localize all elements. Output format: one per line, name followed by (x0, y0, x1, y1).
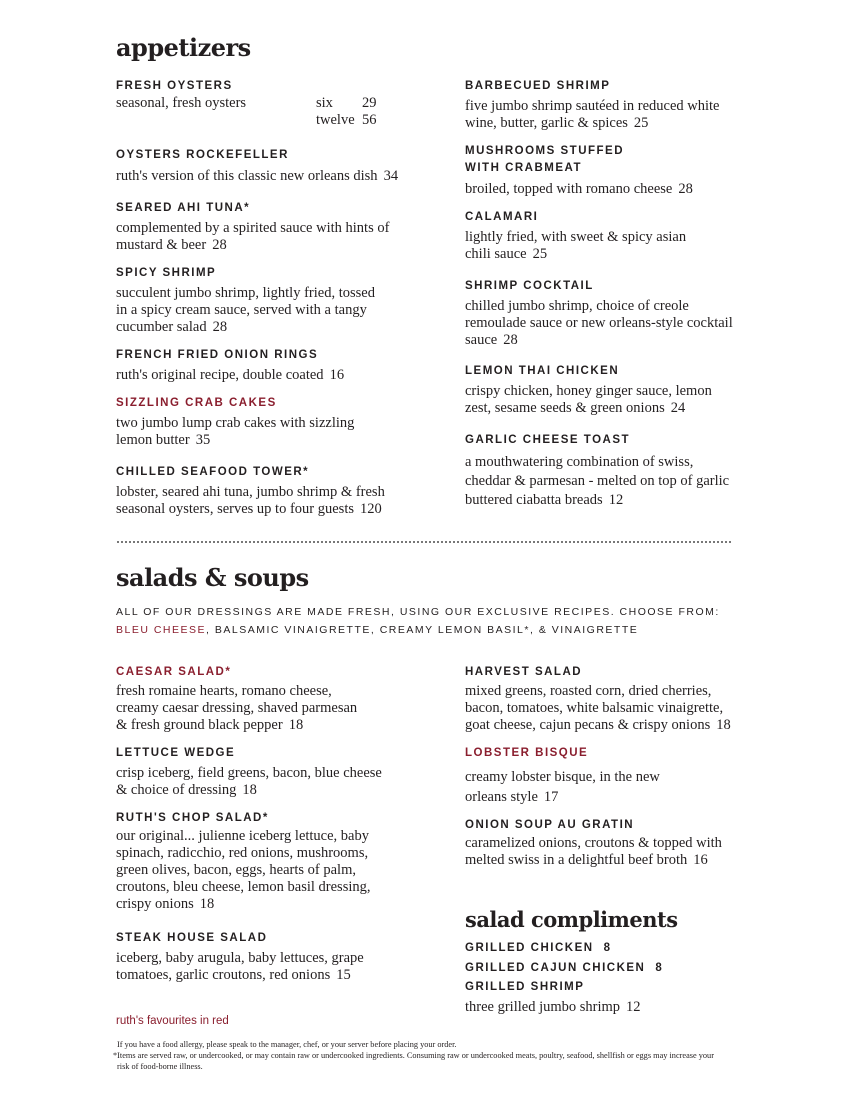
item-name: STEAK HOUSE SALAD (116, 932, 268, 944)
item-price: 28 (678, 181, 693, 197)
menu-item-garlic-cheese-toast: GARLIC CHEESE TOAST a mouthwatering combination of swiss, cheddar & parmesan - melted on top of garlic buttered ciabatta breads 12 (465, 432, 745, 510)
item-name: MUSHROOMS STUFFED (465, 145, 625, 157)
item-price: 16 (693, 852, 708, 868)
dressings-note: ALL OF OUR DRESSINGS ARE MADE FRESH, USING OUR EXCLUSIVE RECIPES. CHOOSE FROM: BLEU CHEESE, BALSAMIC VINAIGRETTE, CREAMY LEMON BASIL*, & VINAIGRETTE (116, 606, 720, 636)
size-price: 56 (362, 112, 377, 128)
item-price: 12 (626, 998, 641, 1015)
item-price: 28 (212, 319, 228, 335)
item-price: 28 (212, 237, 227, 253)
item-name: BARBECUED SHRIMP (465, 80, 611, 92)
item-price: 24 (670, 400, 686, 416)
menu-item-fresh-oysters (116, 78, 416, 129)
item-name: LETTUCE WEDGE (116, 747, 236, 759)
item-price: 12 (608, 492, 624, 508)
item-description: three grilled jumbo shrimp (465, 998, 621, 1015)
item-price: 25 (633, 115, 649, 131)
item-name: FRESH OYSTERS (116, 80, 233, 92)
salads-heading: salads & soups (116, 563, 309, 592)
menu-item-seafood-tower: CHILLED SEAFOOD TOWER* lobster, seared ahi tuna, jumbo shrimp & fresh seasonal oysters, serves up to four guests 120 (116, 464, 416, 518)
menu-item-spicy-shrimp: SPICY SHRIMP succulent jumbo shrimp, lightly fried, tossed in a spicy cream sauce, served with a tangy cucumber salad 28 (116, 265, 416, 336)
item-price: 15 (336, 967, 351, 983)
item-name: RUTH'S CHOP SALAD* (116, 812, 269, 824)
item-name: SEARED AHI TUNA* (116, 202, 251, 214)
item-price: 28 (503, 332, 518, 348)
item-name: FRENCH FRIED ONION RINGS (116, 349, 319, 361)
item-price: 120 (360, 501, 382, 517)
menu-item-shrimp-cocktail: SHRIMP COCKTAIL chilled jumbo shrimp, choice of creole remoulade sauce or new orleans-style cocktail sauce 28 (465, 278, 745, 349)
item-description: seasonal, fresh oysters (116, 95, 247, 111)
menu-item-chop-salad: RUTH'S CHOP SALAD* our original... julienne iceberg lettuce, baby spinach, radicchio, red onions, mushrooms, green olives, bacon, eggs, hearts of palm, croutons, bleu cheese, lemon basil dressing, crispy onions 18 (116, 810, 416, 913)
item-price: 17 (543, 789, 559, 805)
item-price: 8 (603, 942, 612, 954)
item-name: CAESAR SALAD* (116, 666, 232, 678)
item-name: SIZZLING CRAB CAKES (116, 397, 277, 409)
compliments-heading: salad compliments (465, 907, 678, 932)
appetizers-heading: appetizers (116, 33, 251, 62)
section-divider (116, 539, 733, 545)
menu-item-mushrooms-stuffed: MUSHROOMS STUFFED WITH CRABMEAT broiled, topped with romano cheese 28 (465, 143, 745, 198)
favourite-dressing: BLEU CHEESE (116, 624, 207, 636)
item-name: SHRIMP COCKTAIL (465, 280, 594, 292)
menu-item-onion-soup: ONION SOUP AU GRATIN caramelized onions, croutons & topped with melted swiss in a delightful beef broth 16 (465, 817, 745, 869)
item-price: 18 (199, 896, 215, 912)
compliment-item: GRILLED CHICKEN 8 (465, 942, 612, 954)
item-name: ONION SOUP AU GRATIN (465, 819, 635, 831)
allergy-disclaimer: If you have a food allergy, please speak to the manager, chef, or your server before placing your order. *Items are served raw, or undercooked, or may contain raw or undercooked ingredients. Consuming raw or undercooked meats, poultry, seafood, shellfish or eggs may increase your risk of food-borne illness. (113, 1040, 714, 1071)
item-name: LOBSTER BISQUE (465, 747, 589, 759)
item-price: 18 (242, 782, 257, 798)
item-price: 34 (383, 168, 399, 184)
item-name: GARLIC CHEESE TOAST (465, 434, 631, 446)
menu-item-caesar-salad: CAESAR SALAD* fresh romaine hearts, romano cheese, creamy caesar dressing, shaved parmesan & fresh ground black pepper 18 (116, 664, 416, 734)
item-name: CALAMARI (465, 211, 539, 223)
favourites-legend: ruth's favourites in red (116, 1015, 229, 1027)
size-price: 29 (362, 95, 377, 111)
compliment-item: GRILLED CAJUN CHICKEN 8 (465, 961, 664, 974)
item-name: LEMON THAI CHICKEN (465, 365, 620, 377)
item-price: 35 (195, 432, 211, 448)
item-price: 18 (716, 717, 731, 733)
item-price: 18 (288, 717, 304, 733)
size-label: six (316, 95, 333, 111)
item-name: HARVEST SALAD (465, 666, 583, 678)
menu-item-sizzling-crab-cakes: SIZZLING CRAB CAKES two jumbo lump crab cakes with sizzling lemon butter 35 (116, 395, 416, 449)
menu-item-barbecued-shrimp: BARBECUED SHRIMP five jumbo shrimp sautéed in reduced white wine, butter, garlic & spices 25 (465, 78, 745, 132)
item-name-line2: WITH CRABMEAT (465, 162, 583, 174)
compliments-list (465, 939, 755, 1016)
item-name: SPICY SHRIMP (116, 267, 217, 279)
menu-item-oysters-rockefeller: OYSTERS ROCKEFELLER ruth's version of this classic new orleans dish 34 (116, 147, 416, 185)
item-price: 16 (329, 367, 345, 383)
item-price: 8 (655, 961, 664, 974)
item-price: 25 (532, 246, 548, 262)
menu-item-lemon-thai-chicken: LEMON THAI CHICKEN crispy chicken, honey ginger sauce, lemon zest, sesame seeds & green onions 24 (465, 363, 745, 417)
item-name: CHILLED SEAFOOD TOWER* (116, 466, 310, 478)
menu-item-steak-house-salad: STEAK HOUSE SALAD iceberg, baby arugula, baby lettuces, grape tomatoes, garlic croutons, red onions 15 (116, 930, 416, 984)
menu-item-lobster-bisque: LOBSTER BISQUE creamy lobster bisque, in the new orleans style 17 (465, 745, 745, 807)
menu-item-calamari: CALAMARI lightly fried, with sweet & spicy asian chili sauce 25 (465, 209, 745, 263)
menu-item-lettuce-wedge: LETTUCE WEDGE crisp iceberg, field greens, bacon, blue cheese & choice of dressing 18 (116, 745, 416, 799)
menu-item-seared-ahi-tuna: SEARED AHI TUNA* complemented by a spirited sauce with hints of mustard & beer 28 (116, 200, 416, 254)
item-name: OYSTERS ROCKEFELLER (116, 149, 289, 161)
menu-item-harvest-salad: HARVEST SALAD mixed greens, roasted corn, dried cherries, bacon, tomatoes, white balsamic vinaigrette, goat cheese, cajun pecans & crispy onions 18 (465, 664, 745, 734)
compliment-item: GRILLED SHRIMP (465, 981, 585, 993)
menu-item-onion-rings: FRENCH FRIED ONION RINGS ruth's original recipe, double coated 16 (116, 347, 416, 384)
size-label: twelve (316, 112, 355, 128)
